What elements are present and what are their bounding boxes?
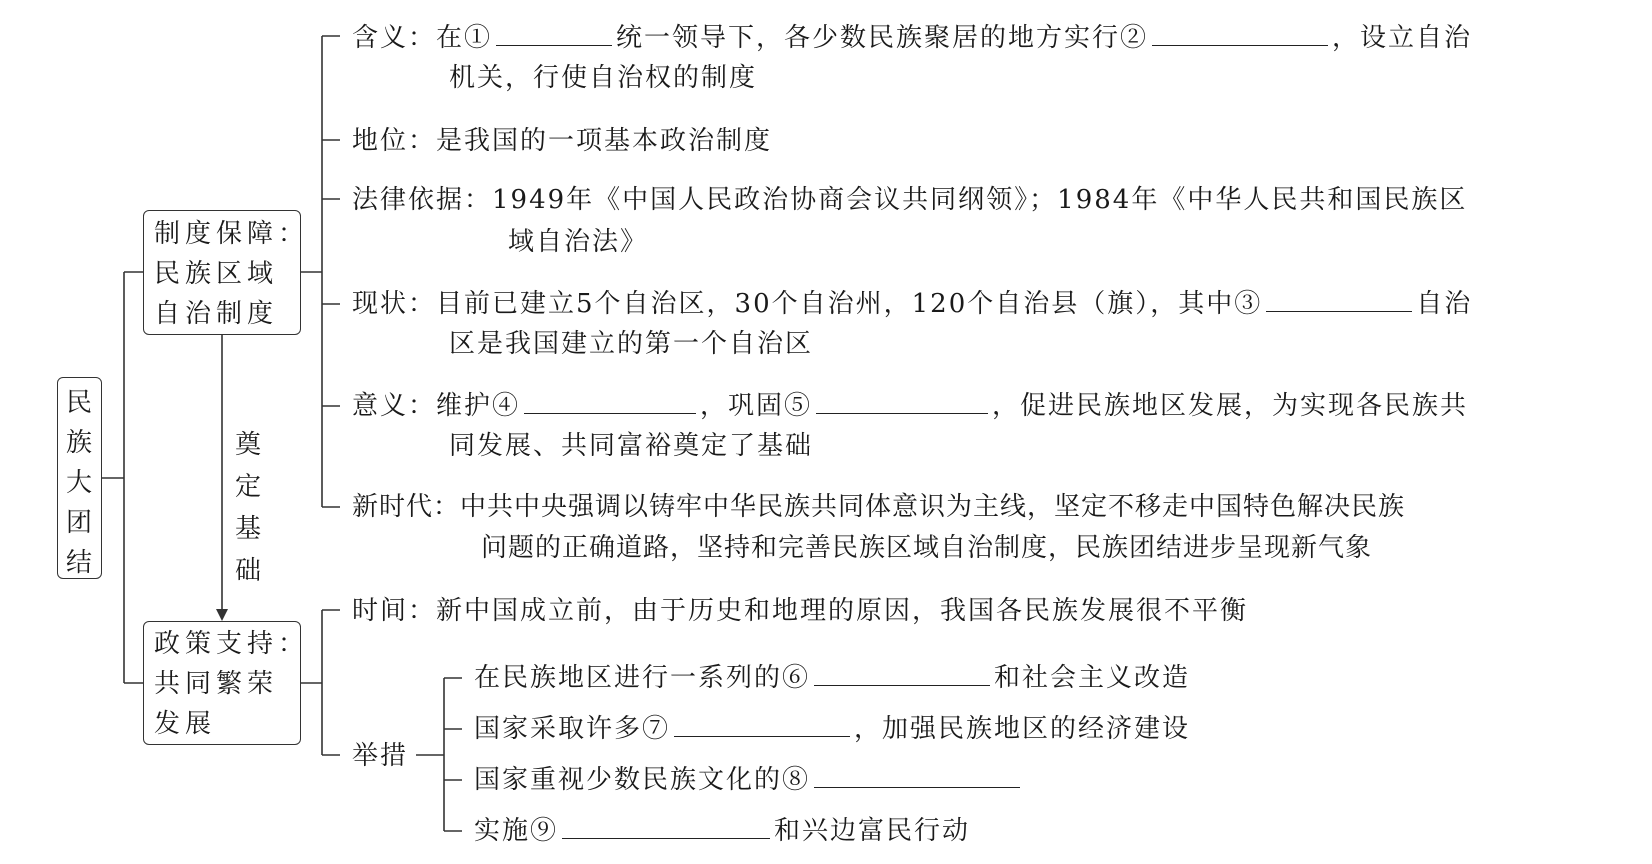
measure-item: [474, 663, 1190, 693]
measure-item: [474, 816, 970, 846]
item-key: 含义：: [352, 23, 437, 53]
item-key: 意义：: [352, 391, 437, 421]
item-text: 自治: [1416, 289, 1473, 319]
root-node-label: 民 族 大 团 结: [65, 388, 92, 578]
blank-5: [816, 391, 988, 414]
item-text: 实施⑨: [474, 816, 559, 846]
item-meaning-line2: 机关，行使自治权的制度: [449, 63, 758, 93]
item-time: [352, 596, 1248, 626]
blank-1: [496, 23, 612, 46]
item-key: 现状：: [352, 289, 437, 319]
item-key: 地位：: [352, 126, 437, 156]
item-new-era: [352, 492, 1405, 522]
item-text: 新中国成立前，由于历史和地理的原因，我国各民族发展很不平衡: [436, 596, 1249, 626]
item-text: 维护④: [436, 391, 521, 421]
item-legal-basis: [352, 185, 1467, 215]
item-key: 法律依据：: [352, 185, 493, 215]
item-text: 和兴边富民行动: [774, 816, 971, 846]
category-label-policy: 政策支持： 共同繁荣 发展: [154, 629, 310, 739]
blank-2: [1152, 23, 1328, 46]
item-text: ，巩固⑤: [700, 391, 813, 421]
item-key: 新时代：: [352, 492, 461, 522]
item-text: ，加强民族地区的经济建设: [854, 714, 1191, 744]
blank-9: [562, 816, 770, 839]
measure-item: [474, 765, 1024, 795]
item-text: 目前已建立5个自治区，30个自治州，120个自治县（旗），其中③: [436, 289, 1263, 319]
item-text: ，设立自治: [1332, 23, 1473, 53]
blank-8: [814, 765, 1020, 788]
item-measures-key: 举措: [352, 741, 409, 771]
item-text: 在民族地区进行一系列的⑥: [474, 663, 811, 693]
item-text: 1949年《中国人民政治协商会议共同纲领》；1984年《中华人民共和国民族区: [492, 185, 1468, 215]
blank-4: [524, 391, 696, 414]
item-text: 是我国的一项基本政治制度: [436, 126, 773, 156]
item-current-state: [352, 289, 1472, 319]
item-new-era-line2: 问题的正确道路，坚持和完善民族区域自治制度，民族团结进步呈现新气象: [481, 533, 1373, 563]
item-significance: [352, 391, 1468, 421]
arrow-label: 奠 定 基 础: [234, 430, 261, 586]
category-label-institutional: 制度保障： 民族区域 自治制度: [154, 219, 310, 329]
item-text: 统一领导下，各少数民族聚居的地方实行②: [616, 23, 1149, 53]
item-text: 在①: [436, 23, 493, 53]
blank-7: [674, 714, 850, 737]
item-status: [352, 126, 772, 156]
blank-3: [1266, 289, 1412, 312]
measure-item: [474, 714, 1190, 744]
item-significance-line2: 同发展、共同富裕奠定了基础: [449, 431, 814, 461]
item-text: ，促进民族地区发展，为实现各民族共: [992, 391, 1469, 421]
item-text: 和社会主义改造: [994, 663, 1191, 693]
item-text: 中共中央强调以铸牢中华民族共同体意识为主线，坚定不移走中国特色解决民族: [460, 492, 1406, 522]
item-key: 时间：: [352, 596, 437, 626]
item-legal-basis-line2: 域自治法》: [508, 227, 649, 257]
item-text: 国家采取许多⑦: [474, 714, 671, 744]
item-text: 国家重视少数民族文化的⑧: [474, 765, 811, 795]
blank-6: [814, 663, 990, 686]
item-current-state-line2: 区是我国建立的第一个自治区: [449, 329, 814, 359]
item-meaning: [352, 23, 1472, 53]
